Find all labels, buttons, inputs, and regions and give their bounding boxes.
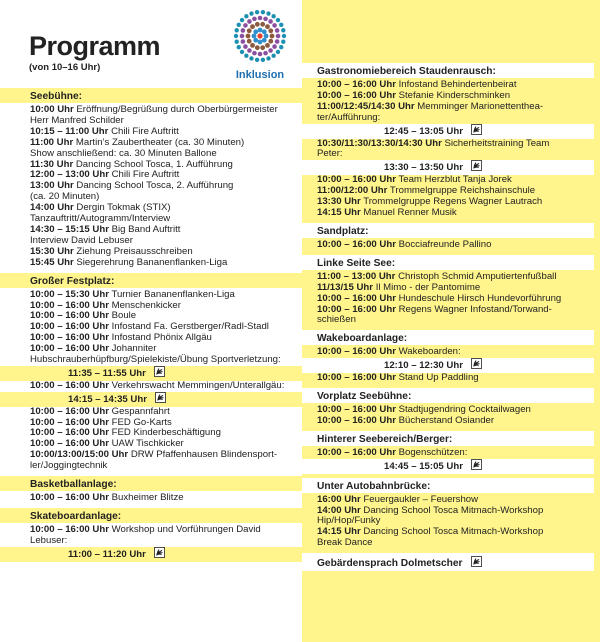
schedule-entry	[302, 373, 600, 384]
schedule-entry	[302, 240, 600, 251]
entry-text: schießen	[317, 314, 356, 326]
entry-text: DRW Pfaffenhausen Blindensport-	[130, 449, 278, 461]
schedule-entry	[0, 366, 302, 381]
entry-time: 15:45 Uhr	[30, 256, 74, 268]
entry-time: 12:00 – 13:00 Uhr	[30, 169, 109, 181]
entry-text: Sicherheitstraining Team	[444, 137, 550, 149]
section-heading-text: Skateboardanlage:	[30, 511, 122, 522]
section-heading	[302, 63, 594, 78]
entry-text: Dancing School Tosca Mitmach-Workshop	[363, 526, 544, 538]
program-section	[302, 478, 600, 550]
entry-text: Chili Fire Auftritt	[111, 125, 179, 137]
entry-text: Il Mimo - der Pantomime	[375, 281, 481, 293]
entry-text: Menschenkicker	[111, 299, 181, 311]
schedule-entry	[302, 149, 600, 160]
sign-language-icon	[471, 124, 482, 139]
section-heading-text: Hinterer Seebereich/Berger:	[317, 433, 453, 445]
entry-time: 14:00 Uhr	[317, 504, 361, 516]
section-heading	[0, 273, 302, 288]
page-subtitle: (von 10–16 Uhr)	[29, 62, 101, 73]
entry-text: Herr Manfred Schilder	[30, 114, 124, 126]
entry-text: Bogenschützen:	[398, 446, 468, 458]
schedule-entry	[302, 416, 600, 427]
entry-time: 11:00 – 13:00 Uhr	[317, 270, 396, 282]
entry-time: 10:00 – 16:00 Uhr	[317, 174, 396, 186]
dot-circle-icon	[227, 5, 293, 69]
section-heading	[302, 330, 594, 345]
program-section	[0, 476, 302, 504]
entry-text: ler/Joggingtechnik	[30, 460, 108, 472]
entry-text: Dergin Tokmak (STIX)	[76, 202, 171, 214]
entry-time: 10:00 – 16:00 Uhr	[30, 332, 109, 344]
sign-language-icon	[471, 160, 482, 175]
entry-time: 16:00 Uhr	[317, 493, 361, 505]
entry-time: 10:00 – 16:00 Uhr	[30, 310, 109, 322]
schedule-entry	[302, 208, 600, 219]
entry-time: 11:35 – 11:55 Uhr	[68, 367, 146, 379]
entry-time: 10:00 – 16:00 Uhr	[30, 379, 109, 391]
entry-time: 10:00 – 16:00 Uhr	[317, 292, 396, 304]
sign-language-icon	[155, 392, 166, 407]
schedule-entry	[302, 347, 600, 358]
program-section	[302, 223, 600, 251]
sign-language-icon	[154, 366, 165, 381]
entry-time: 11:00 – 11:20 Uhr	[68, 548, 146, 560]
section-heading	[302, 553, 594, 571]
entry-text: Gespannfahrt	[111, 405, 170, 417]
entry-time: 11:00 Uhr	[30, 136, 74, 148]
entry-time: 14:30 – 15:15 Uhr	[30, 223, 109, 235]
schedule-entry	[302, 139, 600, 150]
entry-time: 14:15 – 14:35 Uhr	[68, 393, 147, 405]
entry-time: 10:00 – 16:00 Uhr	[30, 343, 109, 355]
entry-time: 10:00 – 16:00 Uhr	[317, 89, 396, 101]
entry-text: Dancing School Tosca, 2. Aufführung	[76, 180, 234, 192]
right-sections	[302, 63, 600, 575]
entry-text: Bücherstand Osiander	[398, 414, 495, 426]
entry-text: FED Go-Karts	[111, 416, 172, 428]
section-heading-text: Gastronomiebereich Staudenrausch:	[317, 66, 496, 77]
entry-time: 10:00 – 16:00 Uhr	[317, 346, 396, 358]
inklusion-logo	[227, 5, 293, 85]
entry-text: Manuel Renner Musik	[363, 206, 457, 218]
entry-time: 10:00 – 16:00 Uhr	[317, 303, 396, 315]
section-heading	[302, 431, 594, 446]
entry-text: Tanzauftritt/Autogramm/Interview	[30, 213, 171, 225]
schedule-entry	[0, 547, 302, 562]
entry-text: Chili Fire Auftritt	[111, 169, 180, 181]
program-section	[0, 508, 302, 562]
program-section	[302, 553, 600, 571]
section-heading	[302, 478, 594, 493]
entry-text: Hip/Hop/Funky	[317, 515, 381, 527]
entry-text: Peter:	[317, 148, 343, 160]
section-heading	[302, 255, 594, 270]
sign-language-icon	[471, 459, 482, 474]
section-heading-text: Seebühne:	[30, 91, 83, 102]
entry-text: Johanniter	[111, 343, 157, 355]
entry-time: 11/13/15 Uhr	[317, 281, 374, 293]
entry-text: Hubschrauberhüpfburg/Spielekiste/Übung Sportverletzung:	[30, 354, 281, 366]
schedule-entry	[0, 258, 302, 269]
entry-text: Stefanie Kinderschminken	[398, 89, 511, 101]
schedule-entry	[302, 538, 600, 549]
program-section	[0, 88, 302, 269]
schedule-entry	[302, 358, 594, 373]
schedule-entry	[0, 381, 302, 392]
section-heading-text: Großer Festplatz:	[30, 275, 115, 287]
entry-time: 10:00 – 16:00 Uhr	[30, 416, 109, 428]
entry-text: Memminger Marionettenthea-	[417, 100, 544, 112]
entry-text: FED Kinderbeschäftigung	[111, 427, 221, 439]
entry-text: Show anschließend: ca. 30 Minuten Ballone	[30, 147, 217, 159]
sign-language-icon	[154, 547, 165, 562]
section-heading-text: Vorplatz Seebühne:	[317, 391, 412, 403]
entry-text: Martin’s Zaubertheater (ca. 30 Minuten)	[75, 136, 245, 148]
entry-time: 10:00 – 15:30 Uhr	[30, 288, 109, 300]
entry-text: ter/Aufführung:	[317, 111, 381, 123]
section-heading	[0, 476, 302, 491]
schedule-entry	[0, 536, 302, 547]
section-heading	[302, 388, 594, 403]
schedule-entry	[0, 355, 302, 366]
schedule-entry	[302, 124, 594, 139]
entry-text: Boule	[111, 310, 137, 322]
left-sections	[0, 88, 302, 566]
section-heading	[302, 223, 594, 238]
entry-time: 10:00 – 16:00 Uhr	[317, 372, 396, 384]
entry-text: Christoph Schmid Amputiertenfußball	[398, 270, 557, 282]
entry-time: 10:00 – 16:00 Uhr	[30, 438, 109, 450]
schedule-entry	[302, 113, 600, 124]
entry-time: 10:30/11:30/13:30/14:30 Uhr	[317, 137, 442, 149]
entry-text: Hundeschule Hirsch Hundevorführung	[398, 292, 562, 304]
entry-time: 13:30 – 13:50 Uhr	[384, 162, 463, 174]
entry-time: 10:00 Uhr	[30, 104, 74, 115]
entry-time: 11:00/12:45/14:30 Uhr	[317, 100, 415, 112]
entry-text: Wakeboarden:	[398, 346, 461, 358]
entry-text: Team Herzblut Tanja Jorek	[398, 174, 512, 186]
entry-text: Trommelgruppe Reichshainschule	[389, 185, 536, 197]
schedule-entry	[302, 160, 594, 175]
entry-text: Workshop und Vorführungen David	[111, 524, 261, 535]
entry-time: 15:30 Uhr	[30, 245, 74, 257]
entry-time: 10:00 – 16:00 Uhr	[317, 446, 396, 458]
program-section	[302, 388, 600, 427]
section-heading-text: Gebärdensprach Dolmetscher	[317, 558, 463, 570]
schedule-entry	[0, 493, 302, 504]
entry-time: 10:00 – 16:00 Uhr	[317, 414, 396, 426]
entry-time: 10:15 – 11:00 Uhr	[30, 125, 109, 137]
schedule-entry	[302, 315, 600, 326]
entry-time: 10:00 – 16:00 Uhr	[30, 405, 109, 417]
right-column	[302, 0, 600, 642]
entry-time: 14:15 Uhr	[317, 526, 361, 538]
schedule-entry	[0, 392, 302, 407]
entry-text: Regens Wagner Infostand/Torwand-	[398, 303, 552, 315]
program-section	[302, 63, 600, 219]
entry-time: 14:45 – 15:05 Uhr	[384, 460, 463, 472]
entry-time: 10:00 – 16:00 Uhr	[30, 492, 109, 504]
section-heading	[0, 88, 302, 103]
section-heading-text: Unter Autobahnbrücke:	[317, 480, 431, 492]
entry-time: 13:00 Uhr	[30, 180, 74, 192]
entry-time: 10:00 – 16:00 Uhr	[317, 404, 396, 416]
entry-text: Siegerehrung Bananenflanken-Liga	[76, 256, 228, 268]
logo-label: Inklusion	[235, 69, 285, 81]
entry-time: 12:10 – 12:30 Uhr	[384, 360, 463, 372]
entry-text: Bocciafreunde Pallino	[398, 238, 492, 250]
entry-text: (ca. 20 Minuten)	[30, 191, 100, 203]
section-heading-text: Sandplatz:	[317, 225, 369, 237]
sign-language-icon	[471, 556, 482, 570]
entry-text: Trommelgruppe Regens Wagner Lautrach	[363, 196, 543, 208]
entry-text: Eröffnung/Begrüßung durch Oberbürgermeister	[76, 104, 278, 115]
program-section	[302, 431, 600, 474]
entry-time: 10:00 – 16:00 Uhr	[30, 321, 109, 333]
entry-text: Lebuser:	[30, 534, 68, 546]
section-heading-text: Wakeboardanlage:	[317, 333, 408, 345]
entry-text: Feuergaukler – Feuershow	[363, 493, 479, 505]
entry-text: Infostand Behindertenbeirat	[398, 79, 517, 90]
entry-time: 12:45 – 13:05 Uhr	[384, 125, 463, 137]
entry-text: Dancing School Tosca, 1. Aufführung	[75, 158, 233, 170]
entry-time: 14:15 Uhr	[317, 206, 361, 218]
entry-time: 11:00/12:00 Uhr	[317, 185, 388, 197]
entry-time: 13:30 Uhr	[317, 196, 361, 208]
entry-text: Ziehung Preisausschreiben	[76, 245, 193, 257]
section-heading-text: Basketballanlage:	[30, 479, 117, 491]
page-title: Programm	[29, 31, 161, 61]
section-heading-text: Linke Seite See:	[317, 257, 396, 269]
entry-text: Big Band Auftritt	[111, 223, 181, 235]
sign-language-icon	[471, 358, 482, 373]
entry-text: Buxheimer Blitze	[111, 492, 184, 504]
entry-time: 10:00 – 16:00 Uhr	[30, 427, 109, 439]
entry-time: 10:00 – 16:00 Uhr	[30, 299, 109, 311]
entry-text: Interview David Lebuser	[30, 234, 133, 246]
entry-time: 10:00 – 16:00 Uhr	[30, 524, 109, 535]
entry-time: 14:00 Uhr	[30, 202, 74, 214]
entry-text: Break Dance	[317, 537, 373, 549]
entry-text: Dancing School Tosca Mitmach-Workshop	[363, 504, 544, 516]
entry-text: Turnier Bananenflanken-Liga	[111, 288, 235, 300]
section-heading	[0, 508, 302, 523]
entry-time: 10:00 – 16:00 Uhr	[317, 238, 396, 250]
entry-text: Infostand Phönix Allgäu	[111, 332, 212, 344]
schedule-entry	[302, 448, 600, 459]
schedule-entry	[0, 461, 302, 472]
entry-time: 10:00 – 16:00 Uhr	[317, 79, 396, 90]
entry-time: 10:00/13:00/15:00 Uhr	[30, 449, 129, 461]
program-section	[0, 273, 302, 473]
entry-text: Stadtjugendring Cocktailwagen	[398, 404, 531, 416]
entry-time: 11:30 Uhr	[30, 158, 74, 170]
entry-text: Verkehrswacht Memmingen/Unterallgäu:	[111, 379, 285, 391]
entry-text: Infostand Fa. Gerstberger/Radl-Stadl	[111, 321, 269, 333]
schedule-entry	[302, 459, 594, 474]
entry-text: UAW Tischkicker	[111, 438, 184, 450]
entry-text: Stand Up Paddling	[398, 372, 479, 384]
program-section	[302, 255, 600, 327]
program-section	[302, 330, 600, 384]
